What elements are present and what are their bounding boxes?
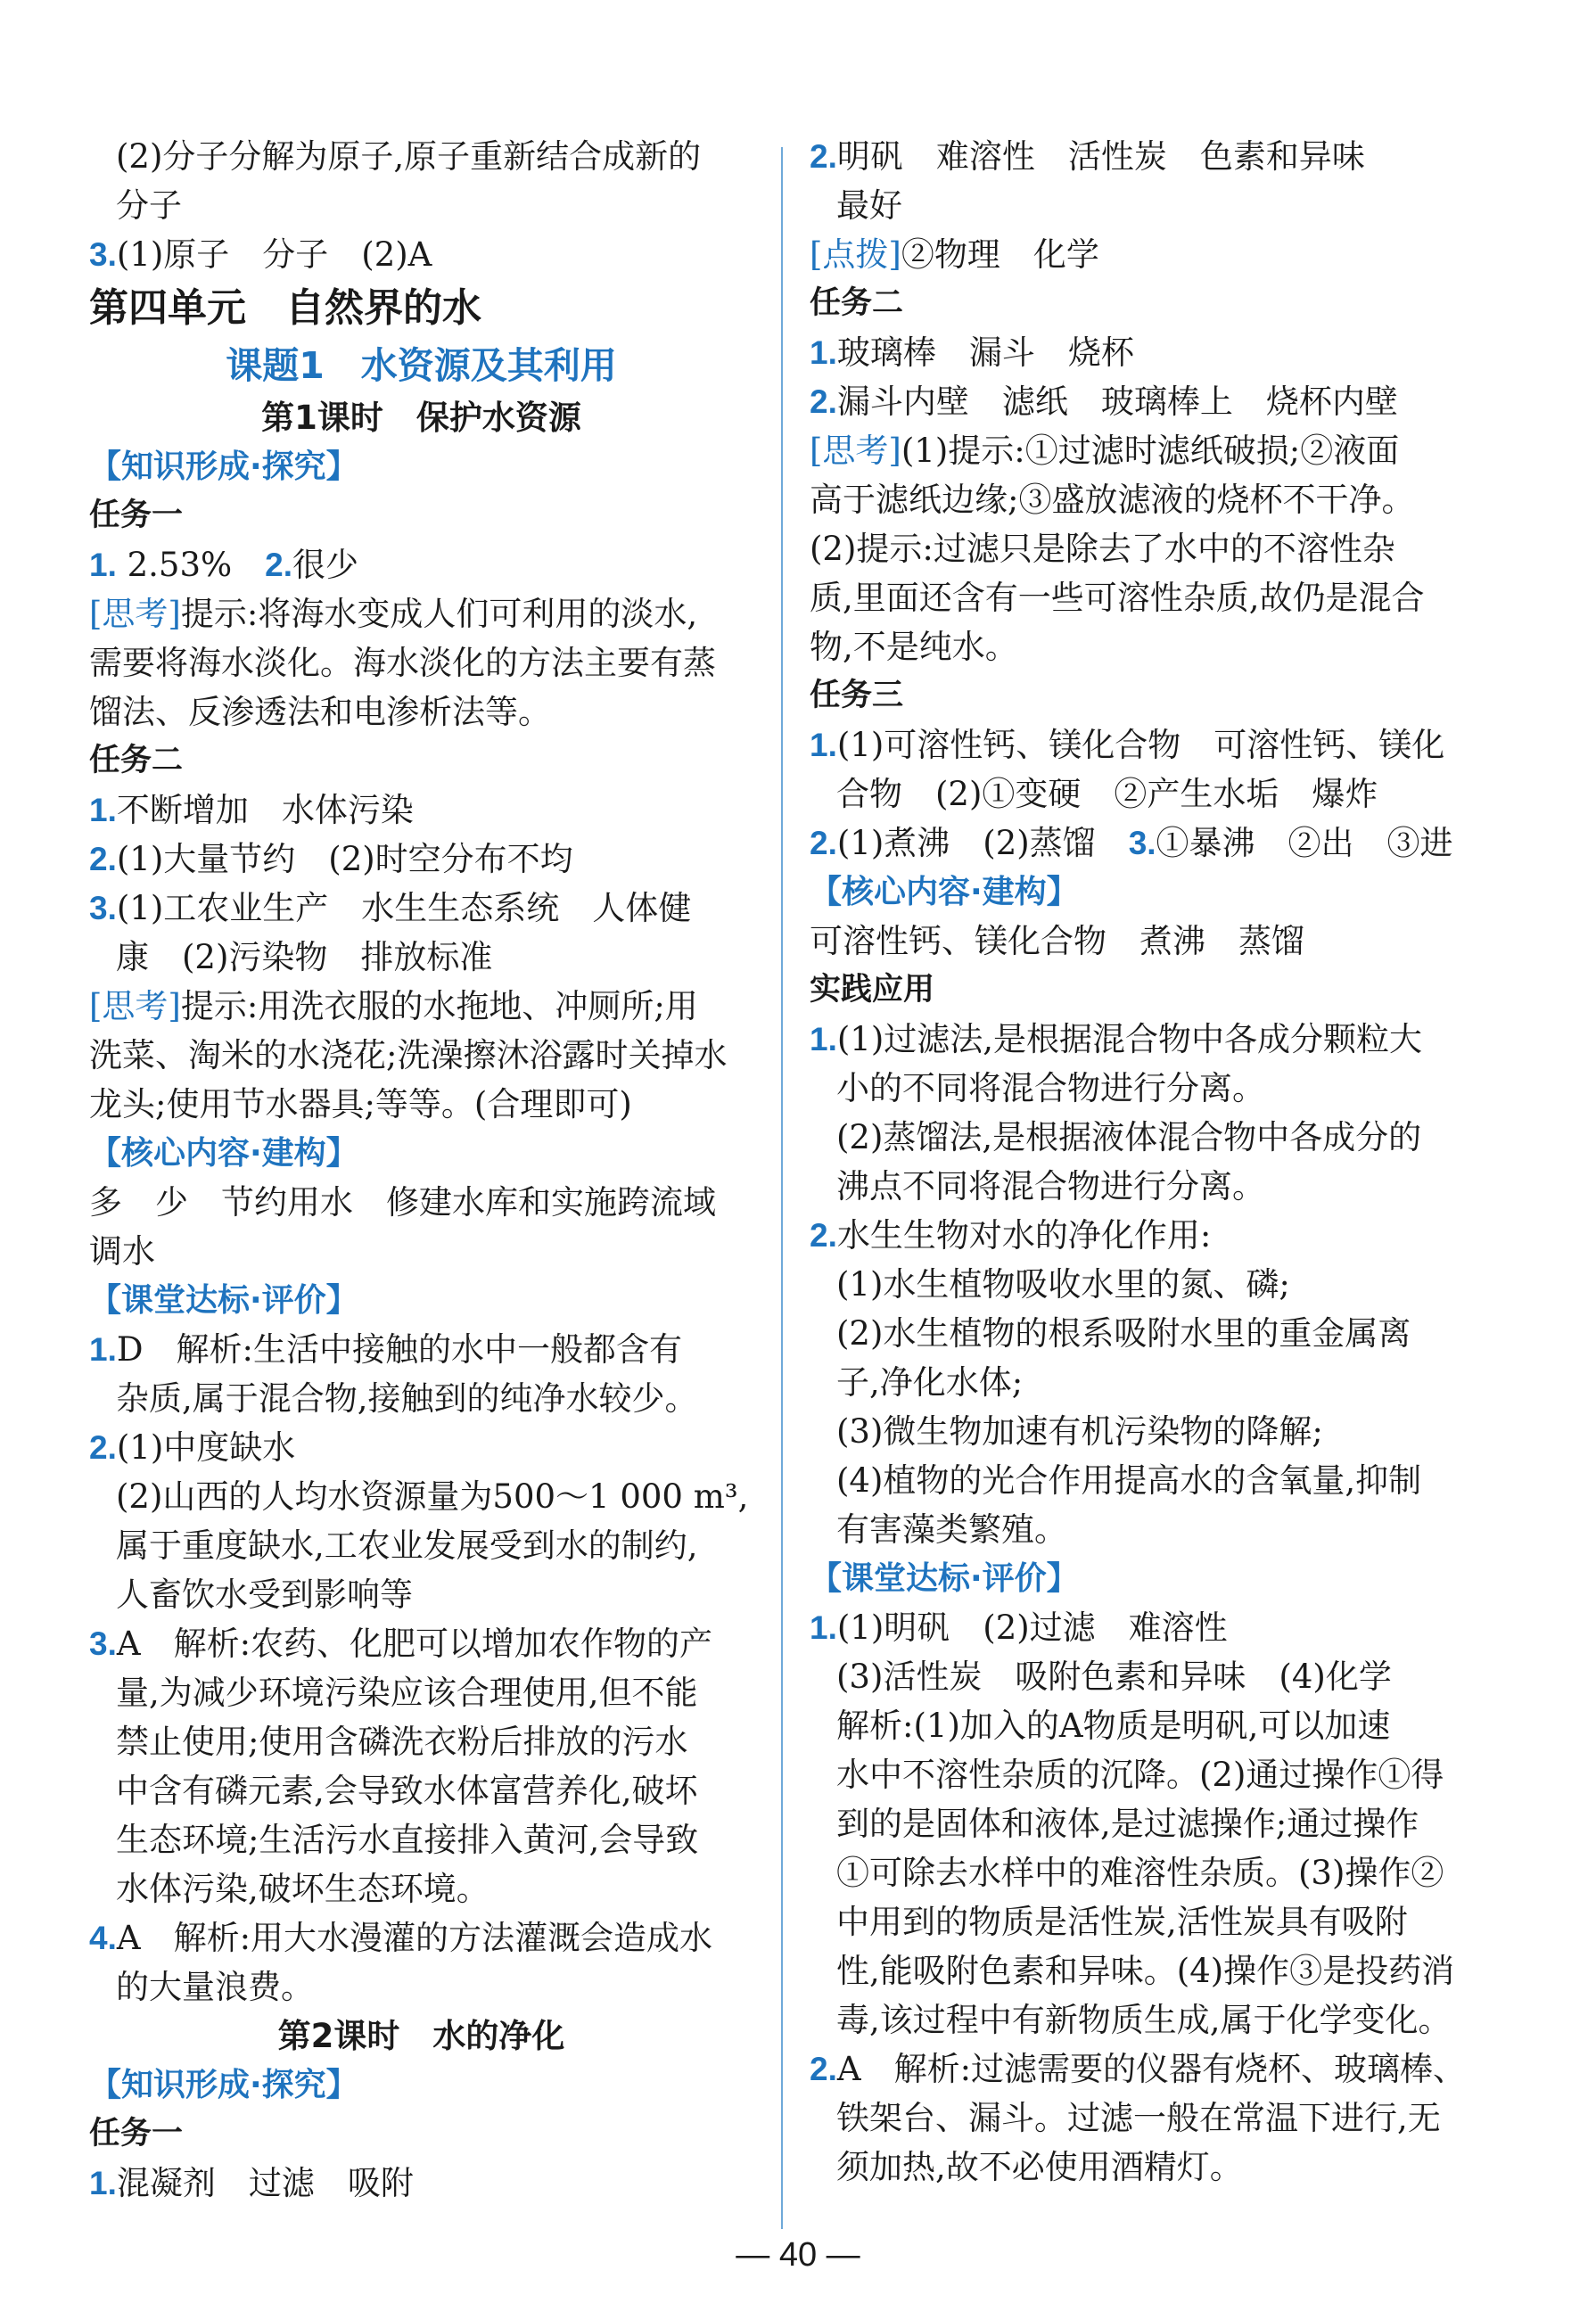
answer-line	[89, 230, 753, 279]
question-number: 1.	[810, 334, 837, 371]
note-text: ②物理 化学	[901, 235, 1099, 274]
text-line: (1)水生植物吸收水里的氮、磷;	[836, 1265, 1290, 1304]
text-line: (2)蒸馏法,是根据液体混合物中各成分的	[836, 1118, 1422, 1156]
task-heading: 任务三	[810, 678, 904, 713]
note-label: [点拨]	[810, 235, 901, 274]
section-heading: 【课堂达标·评价】	[810, 1560, 1079, 1597]
question-number: 3.	[89, 890, 117, 926]
question-number: 2.	[89, 1429, 117, 1466]
answer-text: 水生生物对水的净化作用:	[836, 1216, 1212, 1255]
question-number: 1.	[89, 792, 117, 828]
question-number: 3.	[1128, 825, 1156, 861]
note-line	[89, 589, 753, 638]
question-number: 3.	[89, 236, 117, 273]
question-number: 2.	[810, 383, 837, 420]
text-line: 最好	[836, 186, 902, 225]
answer-text: 混凝剂 过滤 吸附	[116, 2164, 414, 2202]
answer-text: (1)原子 分子 (2)A	[116, 235, 432, 274]
answer-line	[810, 1603, 1478, 1652]
text-line: 分子	[116, 186, 182, 225]
section-heading: 【课堂达标·评价】	[89, 1282, 358, 1319]
unit-title: 第四单元 自然界的水	[89, 285, 481, 331]
text-line: 物,不是纯水。	[810, 628, 1018, 666]
question-number: 1.	[810, 727, 837, 763]
question-number: 1.	[89, 1331, 117, 1368]
answer-text: ①暴沸 ②出 ③进	[1156, 824, 1453, 862]
section-heading: 【知识形成·探究】	[89, 448, 358, 485]
answer-line	[810, 377, 1478, 426]
text-line: (2)提示:过滤只是除去了水中的不溶性杂	[810, 530, 1395, 568]
section-heading: 【核心内容·建构】	[89, 1135, 358, 1172]
text-line: 人畜饮水受到影响等	[116, 1575, 413, 1614]
answer-text: A 解析:过滤需要的仪器有烧杯、玻璃棒、	[836, 2050, 1467, 2088]
task-heading: 任务一	[89, 498, 184, 533]
text-line: 禁止使用;使用含磷洗衣粉后排放的污水	[116, 1723, 688, 1761]
left-column	[89, 132, 753, 2208]
answer-line	[89, 884, 753, 933]
task-heading: 实践应用	[810, 972, 935, 1008]
text-line: 杂质,属于混合物,接触到的纯净水较少。	[116, 1379, 698, 1418]
text-line: (2)山西的人均水资源量为500～1 000 m³,	[116, 1477, 749, 1516]
text-line: (3)微生物加速有机污染物的降解;	[836, 1412, 1323, 1451]
text-line: (2)水生植物的根系吸附水里的重金属离	[836, 1314, 1411, 1353]
note-text: 提示:将海水变成人们可利用的淡水,	[180, 595, 698, 633]
answer-line	[89, 1913, 753, 1962]
answer-text: 不断增加 水体污染	[116, 791, 414, 829]
text-line: ①可除去水样中的难溶性杂质。(3)操作②	[836, 1854, 1444, 1892]
note-text: 提示:用洗衣服的水拖地、冲厕所;用	[180, 987, 698, 1025]
answer-text: 玻璃棒 漏斗 烧杯	[836, 333, 1134, 372]
question-number: 2.	[265, 547, 293, 583]
answer-line	[810, 1211, 1478, 1260]
question-number: 1.	[810, 1609, 837, 1646]
question-number: 4.	[89, 1920, 117, 1956]
note-line	[810, 230, 1478, 279]
task-heading: 任务一	[89, 2116, 184, 2151]
question-number: 2.	[810, 825, 837, 861]
text-line: 子,净化水体;	[836, 1363, 1024, 1402]
answer-line	[89, 835, 753, 884]
question-number: 1.	[89, 547, 117, 583]
answer-text: 漏斗内壁 滤纸 玻璃棒上 烧杯内壁	[836, 383, 1398, 421]
answer-text: (1)工农业生产 水生生态系统 人体健	[116, 889, 692, 927]
answer-text: 明矾 难溶性 活性炭 色素和异味	[836, 137, 1365, 176]
answer-text: 很少	[292, 546, 359, 584]
note-label: [思考]	[810, 432, 901, 470]
lesson-title: 第1课时 保护水资源	[261, 399, 581, 437]
text-line: 合物 (2)①变硬 ②产生水垢 爆炸	[836, 775, 1378, 813]
text-line: (2)分子分解为原子,原子重新结合成新的	[116, 137, 702, 176]
question-number: 2.	[810, 1217, 837, 1254]
note-text: (1)提示:①过滤时滤纸破损;②液面	[901, 432, 1400, 470]
note-line	[89, 982, 753, 1031]
answer-line	[810, 132, 1478, 181]
column-divider	[781, 147, 783, 2229]
text-line: 到的是固体和液体,是过滤操作;通过操作	[836, 1805, 1419, 1843]
answer-line	[810, 720, 1478, 769]
text-line: 中用到的物质是活性炭,活性炭具有吸附	[836, 1903, 1408, 1941]
text-line: (3)活性炭 吸附色素和异味 (4)化学	[836, 1658, 1392, 1696]
section-heading: 【核心内容·建构】	[810, 874, 1079, 910]
text-line: 水体污染,破坏生态环境。	[116, 1870, 489, 1908]
text-line: 调水	[89, 1232, 155, 1271]
text-line: 小的不同将混合物进行分离。	[836, 1069, 1265, 1107]
answer-line	[810, 1015, 1478, 1064]
text-line: 毒,该过程中有新物质生成,属于化学变化。	[836, 2001, 1452, 2039]
note-label: [思考]	[89, 595, 181, 633]
text-line: 康 (2)污染物 排放标准	[116, 938, 493, 976]
text-line: 中含有磷元素,会导致水体富营养化,破坏	[116, 1772, 698, 1810]
answer-text: (1)大量节约 (2)时空分布不均	[116, 840, 573, 878]
task-heading: 任务二	[89, 743, 184, 778]
text-line: 须加热,故不必使用酒精灯。	[836, 2148, 1243, 2186]
text-line: 有害藻类繁殖。	[836, 1510, 1067, 1549]
text-line: 量,为减少环境污染应该合理使用,但不能	[116, 1674, 698, 1712]
answer-text: D 解析:生活中接触的水中一般都含有	[116, 1330, 682, 1369]
text-line: 生态环境;生活污水直接排入黄河,会导致	[116, 1821, 699, 1859]
text-line: 高于滤纸边缘;③盛放滤液的烧杯不干净。	[810, 481, 1415, 519]
question-number: 2.	[89, 841, 117, 877]
text-line: 馏法、反渗透法和电渗析法等。	[89, 693, 551, 731]
answer-text: A 解析:农药、化肥可以增加农作物的产	[116, 1625, 713, 1663]
answer-line	[810, 819, 1478, 868]
text-line: 的大量浪费。	[116, 1968, 314, 2006]
text-line: 洗菜、淘米的水浇花;洗澡擦沐浴露时关掉水	[89, 1036, 728, 1074]
text-line: 可溶性钙、镁化合物 煮沸 蒸馏	[810, 922, 1304, 960]
question-number: 1.	[810, 1021, 837, 1057]
question-number: 2.	[810, 138, 837, 175]
task-heading: 任务二	[810, 285, 904, 321]
text-line: 性,能吸附色素和异味。(4)操作③是投药消	[836, 1952, 1455, 1990]
text-line: 龙头;使用节水器具;等等。(合理即可)	[89, 1085, 632, 1123]
page-number: — 40 —	[736, 2236, 860, 2274]
text-line: 铁架台、漏斗。过滤一般在常温下进行,无	[836, 2099, 1441, 2137]
answer-text: (1)过滤法,是根据混合物中各成分颗粒大	[836, 1020, 1423, 1058]
answer-text: (1)煮沸 (2)蒸馏	[836, 824, 1129, 862]
answer-line	[89, 1423, 753, 1472]
note-label: [思考]	[89, 987, 181, 1025]
answer-line	[810, 328, 1478, 377]
text-line: 质,里面还含有一些可溶性杂质,故仍是混合	[810, 579, 1425, 617]
answer-line	[89, 1325, 753, 1374]
question-number: 3.	[89, 1625, 117, 1662]
topic-title: 课题1 水资源及其利用	[226, 344, 617, 387]
question-number: 2.	[810, 2051, 837, 2087]
right-column	[810, 132, 1478, 2192]
text-line: 多 少 节约用水 修建水库和实施跨流域	[89, 1183, 716, 1222]
section-heading: 【知识形成·探究】	[89, 2067, 358, 2103]
note-line	[810, 426, 1478, 475]
text-line: 水中不溶性杂质的沉降。(2)通过操作①得	[836, 1756, 1444, 1794]
text-line: 解析:(1)加入的A物质是明矾,可以加速	[836, 1707, 1391, 1745]
answer-text: (1)中度缺水	[116, 1428, 296, 1467]
answer-text: A 解析:用大水漫灌的方法灌溉会造成水	[116, 1919, 713, 1957]
text-line: 需要将海水淡化。海水淡化的方法主要有蒸	[89, 644, 716, 682]
answer-text: (1)明矾 (2)过滤 难溶性	[836, 1608, 1228, 1647]
answer-line	[89, 540, 753, 589]
answer-line	[810, 2044, 1478, 2094]
answer-line	[89, 786, 753, 835]
text-line: 沸点不同将混合物进行分离。	[836, 1167, 1265, 1205]
answer-line	[89, 1619, 753, 1668]
question-number: 1.	[89, 2165, 117, 2201]
text-line: 属于重度缺水,工农业发展受到水的制约,	[116, 1526, 698, 1565]
answer-text: 2.53%	[116, 546, 266, 584]
answer-text: (1)可溶性钙、镁化合物 可溶性钙、镁化	[836, 726, 1445, 764]
answer-line	[89, 2159, 753, 2208]
lesson-title: 第2课时 水的净化	[277, 2017, 565, 2055]
text-line: (4)植物的光合作用提高水的含氧量,抑制	[836, 1461, 1422, 1500]
